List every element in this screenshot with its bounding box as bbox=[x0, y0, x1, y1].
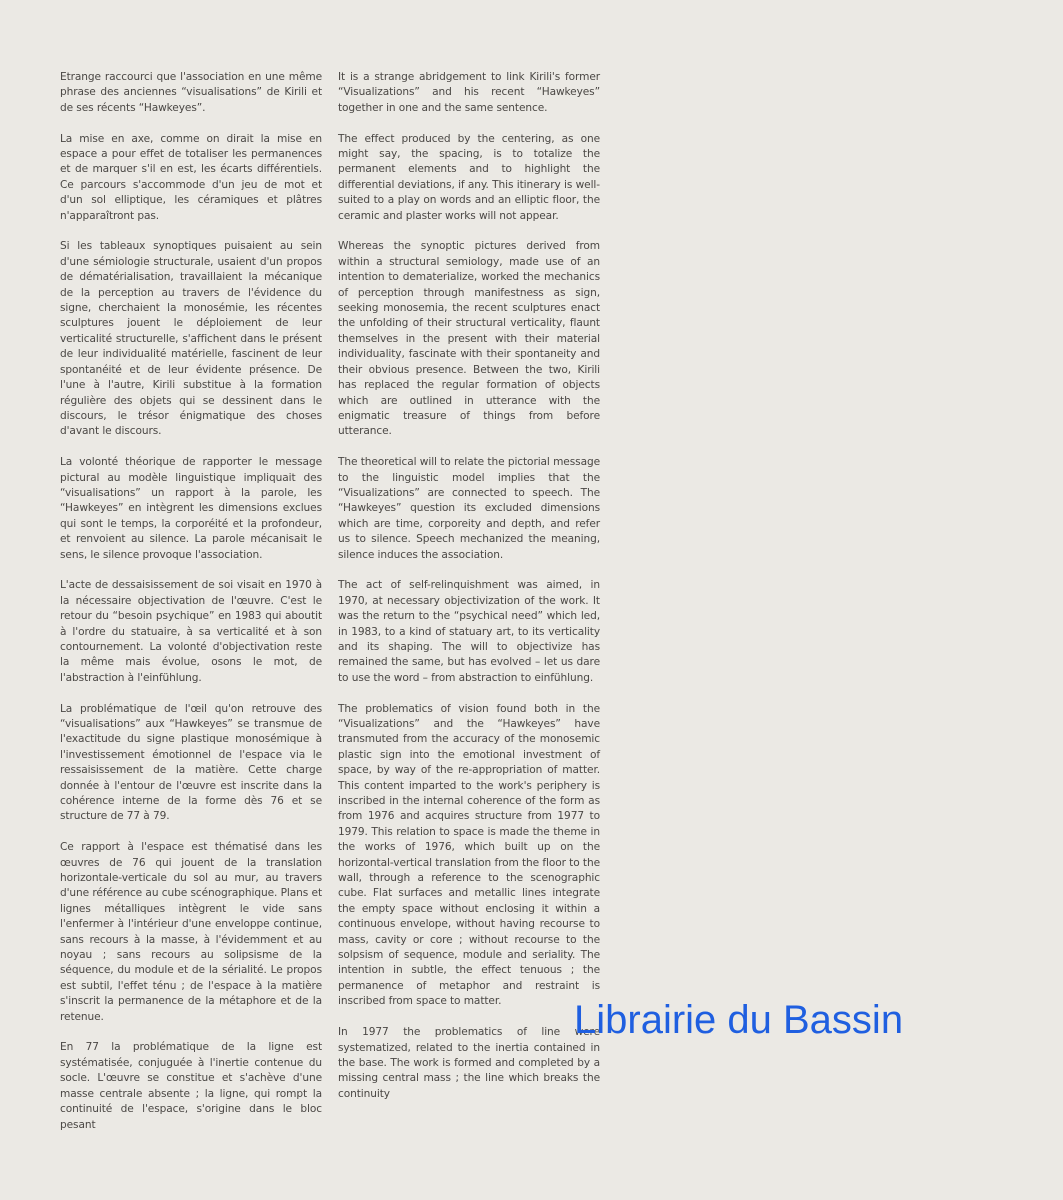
en-paragraph: Whereas the synoptic pictures derived from within a structural semiology, made use of an intention to dematerialize, worked the mechanics of perception through manifestness as sign, seeking monosemia, the recent sculptures enact the unfolding of their structural verticality, flaunt themselves in the present with their material individuality, fascinate with their spontaneity and their obvious presence. Between the two, Kirili has replaced the regular formation of objects which are outlined in utterance with the enigmatic treasure of things from before utterance. bbox=[338, 240, 600, 438]
english-text-column bbox=[338, 70, 600, 1118]
en-paragraph: It is a strange abridgement to link Kirili's former “Visualizations” and his recent “Hawkeyes” together in one and the same sentence. bbox=[338, 71, 600, 114]
fr-paragraph: Etrange raccourci que l'association en une même phrase des anciennes “visualisations” de Kirili et de ses récents “Hawkeyes”. bbox=[60, 71, 322, 114]
en-paragraph: The act of self-relinquishment was aimed, in 1970, at necessary objectivization of the work. It was the return to the “psychical need” which led, in 1983, to a kind of statuary art, to its verticality and its shaping. The will to objectivize has remained the same, but has evolved – let us dare to use the word – from abstraction to einfühlung. bbox=[338, 579, 600, 684]
en-paragraph: In 1977 the problematics of line were systematized, related to the inertia contained in the base. The work is formed and completed by a missing central mass ; the line which breaks the continuity bbox=[338, 1026, 600, 1100]
bookseller-watermark: Librairie du Bassin bbox=[574, 998, 904, 1042]
fr-paragraph: La mise en axe, comme on dirait la mise en espace a pour effet de totaliser les permanences et de marquer s'il en est, les écarts différentiels. Ce parcours s'accommode d'un jeu de mot et d'un sol elliptique, les céramiques et plâtres n'apparaîtront pas. bbox=[60, 132, 322, 222]
fr-paragraph: Si les tableaux synoptiques puisaient au sein d'une sémiologie structurale, usaient d'un propos de dématérialisation, travaillaient la mécanique de la perception au travers de l'évidence du signe, cherchaient la monosémie, les récentes sculptures jouent le déploiement de leur verticalité structurelle, s'affichent dans le présent de leur individualité matérielle, fascinent de leur spontanéité et de leur évidente présence. De l'une à l'autre, Kirili substitue à la formation régulière des objets qui se dessinent dans le discours, le trésor énigmatique des choses d'avant le discours. bbox=[60, 240, 322, 438]
fr-paragraph: L'acte de dessaisissement de soi visait en 1970 à la nécessaire objectivation de l'œuvre. C'est le retour du “besoin psychique” en 1983 qui aboutit à l'ordre du statuaire, à sa verticalité et à son contournement. La volonté d'objectivation reste la même mais évolue, osons le mot, de l'abstraction à l'einfühlung. bbox=[60, 579, 322, 684]
en-paragraph: The effect produced by the centering, as one might say, the spacing, is to totalize the permanent elements and to highlight the differential deviations, if any. This itinerary is well-suited to a play on words and an elliptic floor, the ceramic and plaster works will not appear. bbox=[338, 132, 600, 222]
fr-paragraph: En 77 la problématique de la ligne est systématisée, conjuguée à l'inertie contenue du socle. L'œuvre se constitue et s'achève d'une masse centrale absente ; la ligne, qui rompt la continuité de l'espace, s'origine dans le bloc pesant bbox=[60, 1041, 322, 1131]
fr-paragraph: La volonté théorique de rapporter le message pictural au modèle linguistique impliquait des “visualisations” un rapport à la parole, les “Hawkeyes” en intègrent les dimensions exclues qui sont le temps, la corporéité et la profondeur, et renvoient au silence. La parole mécanisait le sens, le silence provoque l'association. bbox=[60, 456, 322, 561]
en-paragraph: The problematics of vision found both in the “Visualizations” and the “Hawkeyes” have transmuted from the accuracy of the monosemic plastic sign into the emotional investment of space, by way of the re-appropriation of matter. This content imparted to the work's periphery is inscribed in the internal coherence of the form as from 1976 and acquires structure from 1977 to 1979. This relation to space is made the theme in the works of 1976, which built up on the horizontal-vertical translation from the floor to the wall, through a reference to the scenographic cube. Flat surfaces and metallic lines integrate the empty space without enclosing it within a continuous envelope, without having recourse to mass, cavity or core ; without recourse to the solpsism of sequence, module and seriality. The intention in subtle, the effect tenuous ; the permanence of metaphor and restraint is inscribed from space to matter. bbox=[338, 702, 600, 1008]
french-text-column bbox=[60, 70, 322, 1148]
fr-paragraph: Ce rapport à l'espace est thématisé dans les œuvres de 76 qui jouent de la translation horizontale-verticale du sol au mur, au travers d'une référence au cube scénographique. Plans et lignes métalliques intègrent le vide sans l'enfermer à l'intérieur d'une enveloppe continue, sans recours à la masse, à l'évidemment et au noyau ; sans recours au solipsisme de la séquence, du module et de la sérialité. Le propos est subtil, l'effet ténu ; de l'espace à la matière s'inscrit la permanence de la métaphore et de la retenue. bbox=[60, 841, 322, 1023]
en-paragraph: The theoretical will to relate the pictorial message to the linguistic model implies that the “Visualizations” are connected to speech. The “Hawkeyes” question its excluded dimensions which are time, corporeity and depth, and refer us to silence. Speech mechanized the meaning, silence induces the association. bbox=[338, 456, 600, 561]
fr-paragraph: La problématique de l'œil qu'on retrouve des “visualisations” aux “Hawkeyes” se transmue de l'exactitude du signe plastique monosémique à l'investissement émotionnel de l'espace via le ressaisissement de la matière. Cette charge donnée à l'entour de l'œuvre est inscrite dans la cohérence interne de la forme dès 76 et se structure de 77 à 79. bbox=[60, 702, 322, 823]
